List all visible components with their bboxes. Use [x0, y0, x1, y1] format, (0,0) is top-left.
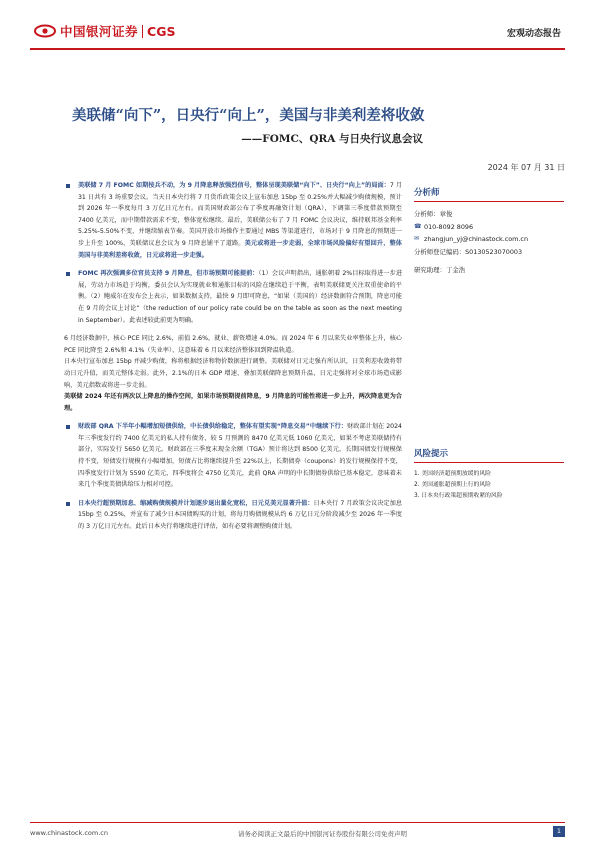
main-body — [64, 180, 402, 533]
report-type: 宏观动态报告 — [506, 29, 561, 39]
risk-item: 1. 美国经济超预期放缓的风险 — [414, 470, 491, 477]
risk-section — [414, 447, 564, 502]
email-line[interactable] — [414, 233, 564, 246]
bullet-4-lead: 日本央行超预期加息、缩减购债规模并计划逐步退出量化宽松，日元兑美元显著升值： — [78, 499, 314, 507]
risk-list — [414, 469, 564, 502]
analyst-email[interactable]: zhangjun_yj@chinastock.com.cn — [424, 235, 528, 243]
galaxy-logo-icon — [34, 24, 56, 38]
footer-rule — [30, 822, 565, 823]
risk-item: 2. 美国通胀超预期上行的风险 — [414, 481, 491, 488]
paragraph-3 — [64, 391, 402, 414]
bullet-1-conclusion: 美元或将进一步走弱，全球市场风险偏好有望回升，整体美国与非美利差将收敛，日元或将进一步走强。 — [78, 239, 402, 259]
assistant-name: 丁金浩 — [445, 266, 466, 274]
footer-url[interactable]: www.chinastock.com.cn — [30, 829, 108, 837]
bullet-4-text: 日本央行 7 月政策会议决定加息 15bp 至 0.25%，并宣布了减少日本国债购买的计划，将每月购债规模从约 6 万亿日元分阶段减少至 2026 年一季度的 3 万亿日元左右。此后日本央行将继续进行评估，如有必要将调整购债计划。 — [78, 499, 403, 531]
paragraph-1: 6 月经济数据中，核心 PCE 同比 2.6%，前值 2.6%，就业、薪资增速 4.0%。而 2024 年 6 月以来失业率整体上升，核心 PCE 同比降至 2.6%和 4.1%（失业率），这意味着 6 月以来经济整体回到降温轨道。 — [64, 335, 402, 354]
bullet-3-text: 财政部计划在 2024 年三季度发行约 7400 亿美元的私人持有债务，较 5 月预测的 8470 亿美元低 1060 亿美元，如果不考虑美联储持有部分，实际发行 5650 亿美元。财政部在三季度末现金余额（TGA）预计将达到 8500 亿美元，长期国债发行规模保持不变，短债发行规模有小幅增加，短债占比将继续提升至 22%以上，长期债券（coupons）的发行规模保持不变，四季度发行计划为 5590 亿美元，四季度将会 4750 亿美元，此前 QRA 声明的中长期债券供给已基本稳定，意味着未来几个季度美债供给压力相对可控。 — [78, 423, 402, 489]
footer-disclaimer: 请务必阅读正文最后的中国银河证券股份有限公司免责声明 — [238, 830, 407, 838]
bullet-1-lead: 美联储 7 月 FOMC 如期按兵不动，为 9 月降息释放强烈信号，整体呈现美联储“向下”、日央行“向上”的局面： — [78, 182, 390, 189]
analyst-section — [414, 186, 564, 277]
cert-line — [414, 246, 564, 259]
report-subtitle: ——FOMC、QRA 与日央行议息会议 — [241, 133, 423, 145]
page-number: 1 — [553, 826, 565, 837]
header-rule — [30, 48, 565, 50]
sidebar — [414, 186, 564, 512]
bullet-1-text: 7 月 31 日共有 3 场重要会议。当天日本央行将 7 月货币政策会议上宣布加息 15bp 至 0.25%并大幅减少购债规模，预计到 2026 年一季度每月 3 万亿日元左右。而美国财政部公布了季度再融资计划（QRA），下调第三季度借款预期至 7400 亿美元，而中期借款需求不变，整体宽松继续。最后，美联储公布了 7 月 FOMC 会议决议，维持联邦基金利率 5.25%-5.50%不变，并继续缩表节奏。美国开放市场操作主要通过 MBS 等渠道进行，市场对于 9 月降息的预期进一步上升至 100%，美联储议息会议为 9 月降息铺平了道路。 — [78, 182, 403, 247]
brand-divider — [142, 25, 143, 38]
brand-name: 中国银河证券 — [60, 24, 139, 39]
analyst-phone: 010-8092 8096 — [424, 222, 474, 231]
brand-name-en: CGS — [147, 23, 176, 39]
bullet-3-lead: 财政部 QRA 下半年小幅增加短债供给，中长债供给稳定，整体有望实现“降息交易”中继续下行： — [78, 423, 348, 431]
assistant-line — [414, 264, 564, 277]
assistant-label: 研究助理： — [414, 266, 446, 274]
phone-line — [414, 221, 564, 234]
brand-logo — [34, 22, 175, 40]
analyst-name-line — [414, 208, 564, 221]
analyst-heading: 分析师 — [414, 186, 564, 202]
cert-number: S0130523070003 — [465, 247, 523, 256]
paragraph-2: 日本央行宣布加息 15bp 并减少购债，称将根据经济和物价数据进行调整。美联储对日元走强有所认识，日美利差收敛将带动日元升值，而美元整体走弱。此外，2.1%的日本 GDP 增速，叠加美联储降息预期升温，日元走强将对全球市场造成影响，美元指数或将进一步走弱。 — [64, 358, 402, 389]
bullet-2-text: （1）会议声明指出，通胀朝着 2%目标取得进一步进展，劳动力市场趋于均衡，委员会认为实现就业和通胀目标的风险在继续趋于平衡，表明美联储更关注双重使命的平衡。（2）鲍威尔在发布会上表示，如果数据支持，最快 9 月即可降息，“如果（美国的）经济数据符合预期，降息可能在 9 月的会议上讨论”（the reduction of our policy rate could be on the table as soon as the next meeting in September）。此表述较此前更为明确。 — [78, 270, 403, 324]
risk-item: 3. 日本央行政策超预期收紧的风险 — [414, 492, 503, 499]
email-icon: ✉ — [414, 235, 420, 242]
report-date: 2024 年 07 月 31 日 — [487, 163, 565, 172]
risk-heading: 风险提示 — [414, 447, 564, 463]
paragraph-3-bold: 美联储 2024 年还有两次以上降息的操作空间，如果市场预期提前降息，9 月降息的可能性将进一步上升，两次降息更为合理。 — [64, 393, 402, 412]
cert-label: 分析师登记编码： — [414, 247, 466, 256]
bullet-1 — [64, 180, 402, 261]
page-header — [0, 0, 595, 56]
phone-icon: ☎ — [414, 222, 422, 230]
analyst-label: 分析师： — [414, 210, 440, 218]
analyst-name: 章俊 — [439, 210, 453, 218]
bullet-3 — [64, 421, 402, 491]
bullet-2 — [64, 268, 402, 326]
bullet-2-lead: FOMC 再次强调多位官员支持 9 月降息，但市场预期可能提前： — [78, 270, 259, 278]
report-title: 美联储“向下”，日央行“向上”，美国与非美利差将收敛 — [72, 107, 425, 124]
bullet-4 — [64, 498, 402, 533]
